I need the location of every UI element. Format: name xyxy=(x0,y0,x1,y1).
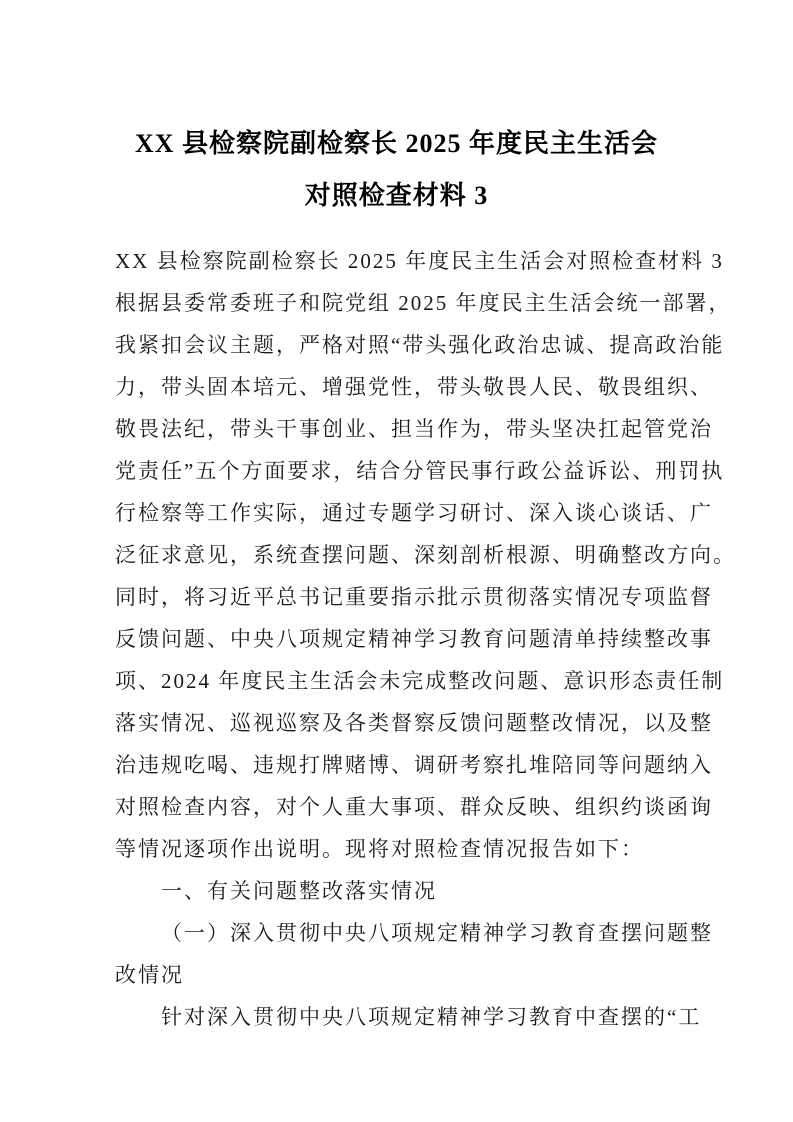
body-line: XX 县检察院副检察长 2025 年度民主生活会对照检查材料 3 xyxy=(115,249,724,273)
title-line-1: XX 县检察院副检察长 2025 年度民主生活会 xyxy=(134,129,659,158)
body-line: 根据县委常委班子和院党组 2025 年度民主生活会统一部署， xyxy=(115,291,732,315)
body-line: 泛征求意见，系统查摆问题、深刻剖析根源、明确整改方向。 xyxy=(115,543,736,567)
subsection-heading-continued: 改情况 xyxy=(115,963,184,987)
body-line: 针对深入贯彻中央八项规定精神学习教育中查摆的“工 xyxy=(161,1005,702,1029)
body-line: 行检察等工作实际，通过专题学习研讨、深入谈心谈话、广 xyxy=(115,501,713,525)
body-line: 党责任”五个方面要求，结合分管民事行政公益诉讼、刑罚执 xyxy=(115,459,725,483)
title-line-2: 对照检查材料 3 xyxy=(304,181,489,210)
subsection-heading: （一）深入贯彻中央八项规定精神学习教育查摆问题整 xyxy=(161,921,713,945)
body-line: 同时，将习近平总书记重要指示批示贯彻落实情况专项监督 xyxy=(115,585,713,609)
document-title xyxy=(0,0,793,222)
body-line: 治违规吃喝、违规打牌赌博、调研考察扎堆陪同等问题纳入 xyxy=(115,753,713,777)
body-line: 项、2024 年度民主生活会未完成整改问题、意识形态责任制 xyxy=(115,669,725,693)
document-body xyxy=(115,240,736,1038)
body-line: 对照检查内容，对个人重大事项、群众反映、组织约谈函询 xyxy=(115,795,713,819)
body-line: 落实情况、巡视巡察及各类督察反馈问题整改情况，以及整 xyxy=(115,711,713,735)
body-line: 敬畏法纪，带头干事创业、担当作为，带头坚决扛起管党治 xyxy=(115,417,713,441)
body-line: 力，带头固本培元、增强党性，带头敬畏人民、敬畏组织、 xyxy=(115,375,713,399)
body-line: 等情况逐项作出说明。现将对照检查情况报告如下： xyxy=(115,837,644,861)
section-heading: 一、有关问题整改落实情况 xyxy=(161,879,437,903)
body-line: 我紧扣会议主题，严格对照“带头强化政治忠诚、提高政治能 xyxy=(115,333,725,357)
body-line: 反馈问题、中央八项规定精神学习教育问题清单持续整改事 xyxy=(115,627,713,651)
